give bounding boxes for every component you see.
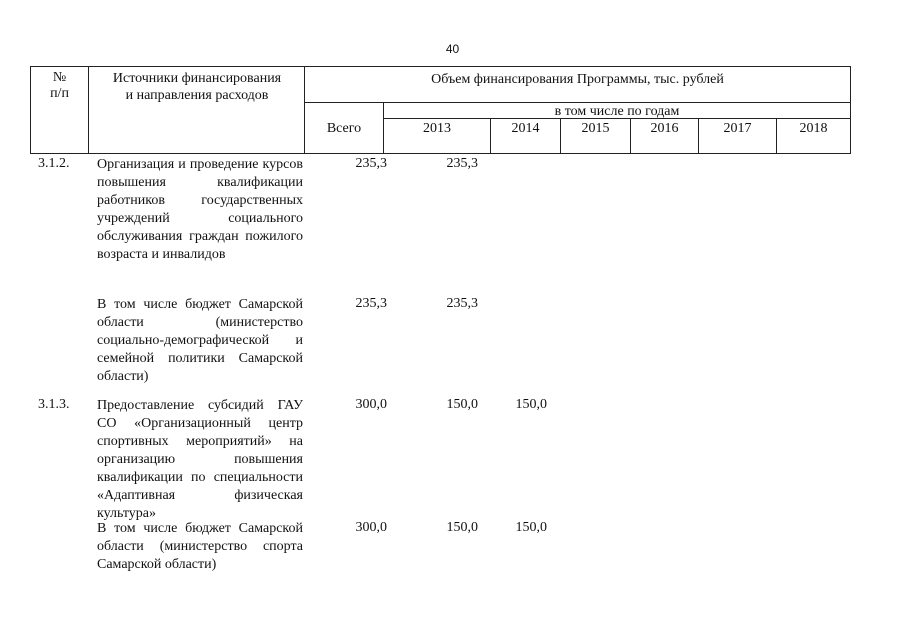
by-years-header: в том числе по годам (554, 104, 680, 119)
row-total: 300,0 (355, 520, 387, 535)
row-total: 235,3 (355, 296, 387, 311)
row-number: 3.1.3. (38, 397, 70, 412)
year-2016-header: 2016 (650, 121, 679, 136)
row-2014: 150,0 (515, 520, 547, 535)
col-line-1 (88, 66, 89, 154)
row-description: В том числе бюджет Самарской области (министерство социально-демографической и семейной политики Самарской области) (97, 297, 303, 384)
year-2017-header: 2017 (723, 121, 752, 136)
sources-header: Источники финансирования и направления расходов (112, 71, 282, 103)
row-2014: 150,0 (515, 397, 547, 412)
row-description: Предоставление субсидий ГАУ СО «Организационный центр спортивных мероприятий» на организацию повышения квалификации по специальности «Адаптивная физическая культура» (97, 398, 303, 521)
row-total: 235,3 (355, 156, 387, 171)
year-2014-header: 2014 (511, 121, 540, 136)
year-2018-header: 2018 (799, 121, 828, 136)
row-description: В том числе бюджет Самарской области (министерство спорта Самарской области) (97, 521, 303, 572)
row-2013: 235,3 (446, 296, 478, 311)
row-2013: 235,3 (446, 156, 478, 171)
row-2013: 150,0 (446, 520, 478, 535)
table-border-mid (304, 102, 850, 103)
volume-header: Объем финансирования Программы, тыс. рублей (431, 72, 724, 87)
row-number: 3.1.2. (38, 156, 70, 171)
row-total: 300,0 (355, 397, 387, 412)
col-line-9 (850, 66, 851, 154)
page-number: 40 (445, 42, 460, 56)
total-header: Всего (326, 121, 362, 136)
year-2013-header: 2013 (423, 121, 451, 136)
row-description: Организация и проведение курсов повышения квалификации работников государственных учреждений социального обслуживания граждан пожилого возраста и инвалидов (97, 157, 303, 262)
table-border-bottom (30, 153, 850, 154)
num-header: № п/п (50, 70, 69, 101)
row-2013: 150,0 (446, 397, 478, 412)
table-border-top (30, 66, 850, 67)
year-2015-header: 2015 (581, 121, 610, 136)
